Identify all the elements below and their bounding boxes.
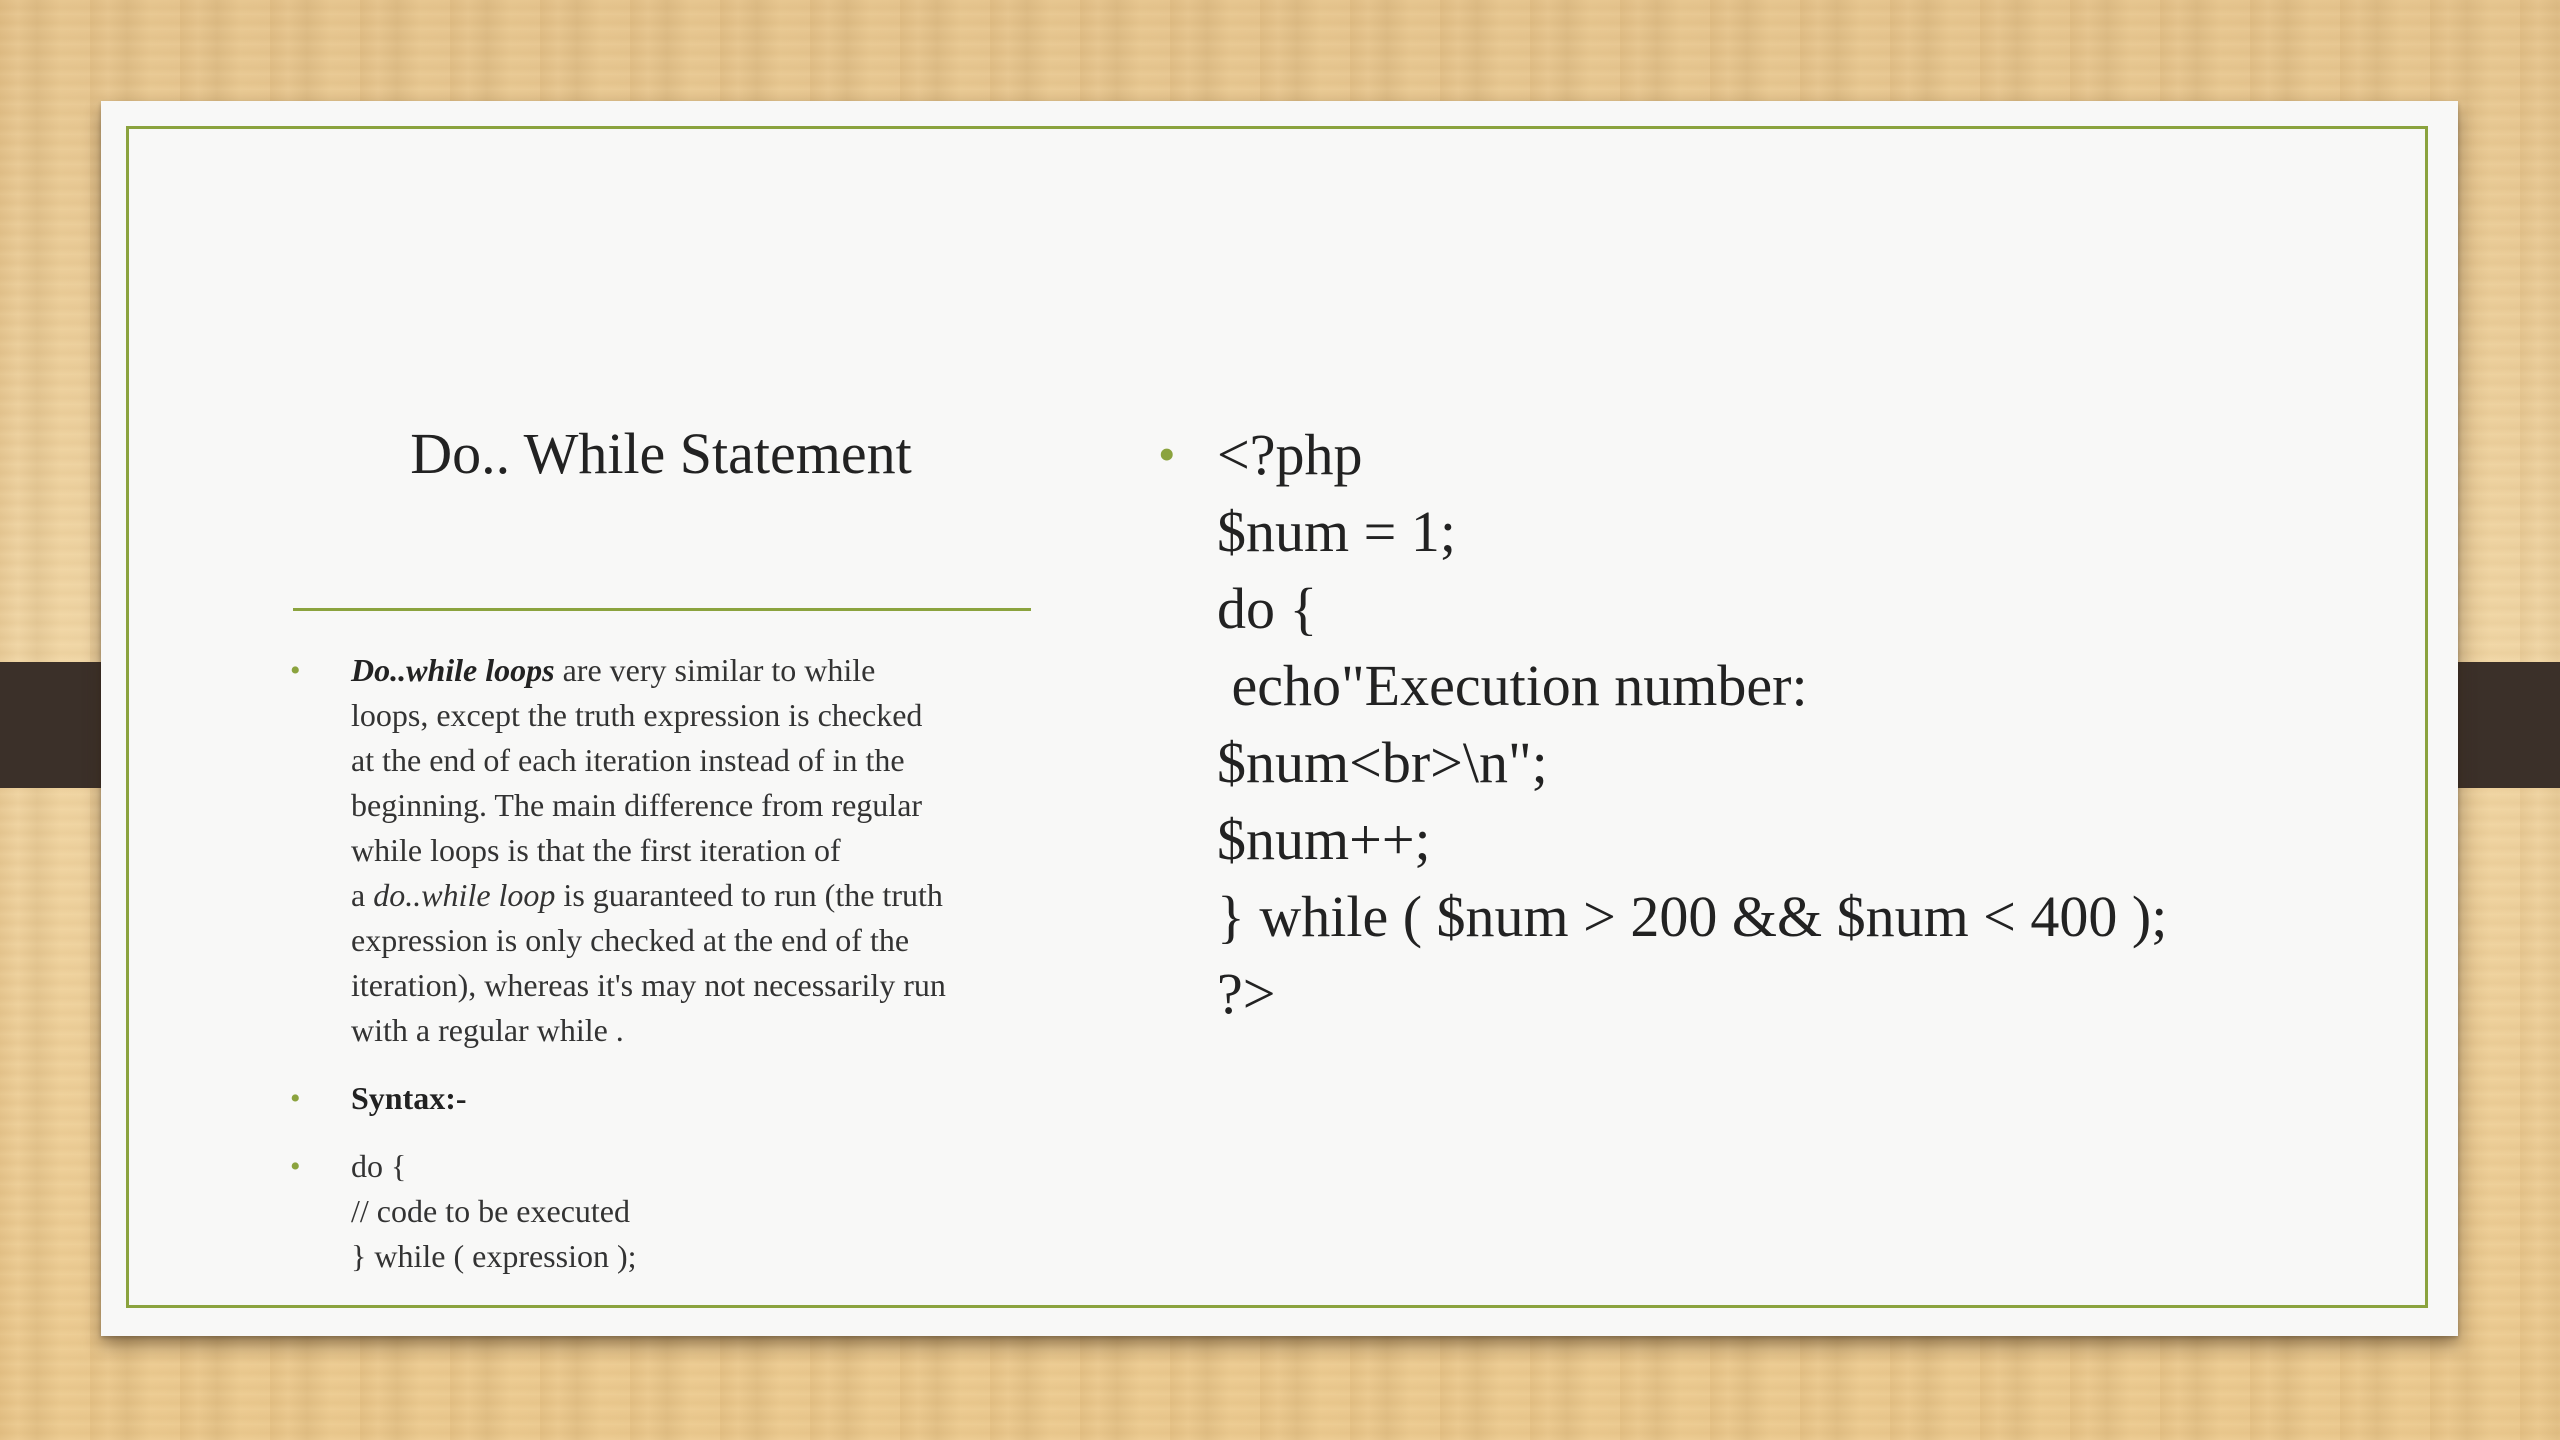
text-segment: are very similar to while — [554, 652, 876, 688]
code-line: $num<br>\n"; — [1217, 730, 1548, 795]
text-line: iteration), whereas it's may not necessarily run — [351, 967, 946, 1003]
slide-title: Do.. While Statement — [410, 421, 912, 486]
code-line: } while ( $num > 200 && $num < 400 ); — [1217, 884, 2168, 949]
term-do-while-loop: do..while loop — [373, 877, 556, 913]
bullet-icon: • — [290, 1150, 301, 1183]
syntax-line: } while ( expression ); — [351, 1238, 637, 1274]
code-line: ?> — [1217, 961, 1276, 1026]
code-line: <?php — [1217, 422, 1363, 487]
text-segment: is guaranteed to run (the truth — [555, 877, 943, 913]
text-line: beginning. The main difference from regular — [351, 787, 923, 823]
text-line: expression is only checked at the end of the — [351, 922, 910, 958]
php-code-example — [1158, 416, 2408, 1032]
text-line — [351, 648, 1030, 693]
syntax-line: // code to be executed — [351, 1193, 630, 1229]
list-item-syntax-code — [290, 1144, 1030, 1279]
bullet-icon: • — [290, 1082, 301, 1115]
term-do-while-loops: Do..while loops — [351, 652, 555, 688]
code-line: $num++; — [1217, 807, 1431, 872]
title-divider — [293, 608, 1031, 611]
bullet-icon: • — [1158, 426, 1176, 482]
text-line: with a regular while . — [351, 1012, 624, 1048]
syntax-label: Syntax:- — [351, 1080, 467, 1116]
code-lines — [1217, 416, 2408, 1032]
left-bullet-list — [290, 648, 1030, 1302]
list-item-description — [290, 648, 1030, 1053]
syntax-line: do { — [351, 1148, 407, 1184]
text-line: loops, except the truth expression is checked — [351, 697, 923, 733]
text-line: at the end of each iteration instead of in the — [351, 742, 905, 778]
list-item-syntax-heading — [290, 1076, 1030, 1121]
text-segment: a — [351, 877, 374, 913]
code-line: $num = 1; — [1217, 499, 1456, 564]
code-line: do { — [1217, 576, 1318, 641]
code-line: echo"Execution number: — [1217, 653, 1808, 718]
text-line — [351, 873, 1030, 918]
bullet-icon: • — [290, 654, 301, 687]
text-line: while loops is that the first iteration of — [351, 832, 841, 868]
